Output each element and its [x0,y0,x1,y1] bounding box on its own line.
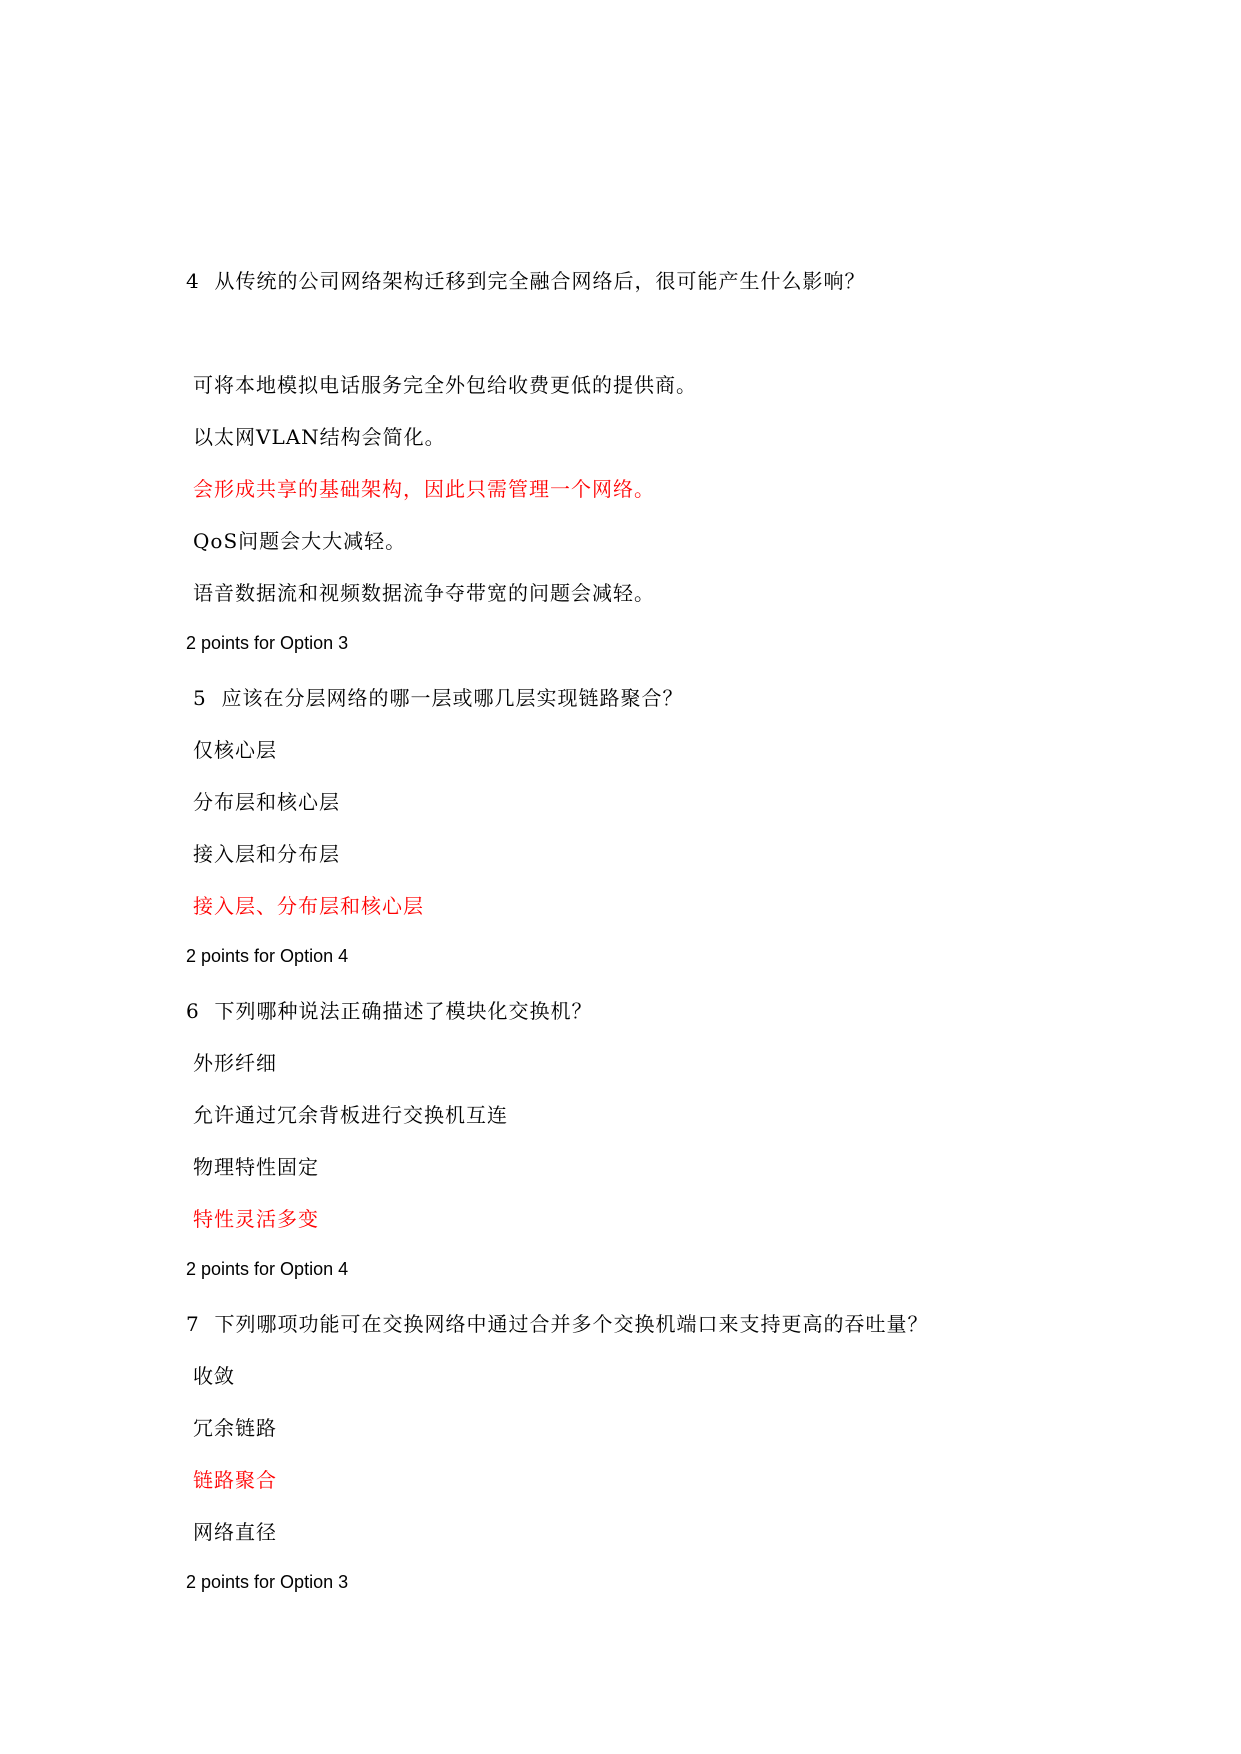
option-7-1: 收敛 [193,1364,235,1388]
option-4-2: 以太网VLAN结构会简化。 [193,425,446,449]
points-5: 2 points for Option 4 [186,946,349,966]
question-number: 7 [186,1312,200,1336]
option-6-1: 外形纤细 [193,1051,277,1075]
option-4-5: 语音数据流和视频数据流争夺带宽的问题会减轻。 [193,581,655,605]
points-4: 2 points for Option 3 [186,633,349,653]
question-text: 应该在分层网络的哪一层或哪几层实现链路聚合？ [221,686,684,710]
option-7-2: 冗余链路 [193,1416,277,1440]
question-text: 从传统的公司网络架构迁移到完全融合网络后，很可能产生什么影响？ [214,269,866,293]
option-6-4-correct: 特性灵活多变 [193,1207,319,1231]
option-7-4: 网络直径 [193,1520,277,1544]
question-text: 下列哪项功能可在交换网络中通过合并多个交换机端口来支持更高的吞吐量？ [214,1312,929,1336]
question-6 [186,995,592,1024]
question-text: 下列哪种说法正确描述了模块化交换机？ [214,999,593,1023]
option-7-3-correct: 链路聚合 [193,1468,277,1492]
option-4-1: 可将本地模拟电话服务完全外包给收费更低的提供商。 [193,373,697,397]
question-4 [186,265,865,294]
points-6: 2 points for Option 4 [186,1259,349,1279]
question-number: 6 [186,999,200,1023]
question-number: 4 [186,269,200,293]
option-5-3: 接入层和分布层 [193,842,340,866]
question-number: 5 [193,686,207,710]
option-6-2: 允许通过冗余背板进行交换机互连 [193,1103,508,1127]
option-5-2: 分布层和核心层 [193,790,340,814]
option-4-4: QoS问题会大大减轻。 [193,529,407,553]
points-7: 2 points for Option 3 [186,1572,349,1592]
question-5 [193,682,683,711]
option-4-3-correct: 会形成共享的基础架构，因此只需管理一个网络。 [193,477,655,501]
option-5-4-correct: 接入层、分布层和核心层 [193,894,424,918]
option-5-1: 仅核心层 [193,738,277,762]
question-7 [186,1308,928,1337]
option-6-3: 物理特性固定 [193,1155,319,1179]
